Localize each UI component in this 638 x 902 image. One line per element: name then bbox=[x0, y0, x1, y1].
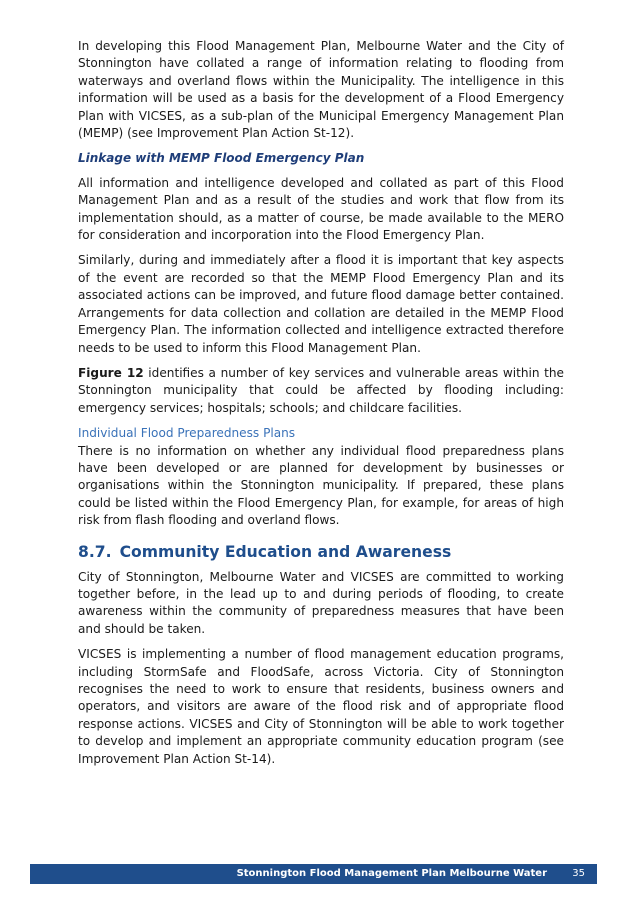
footer-title: Stonnington Flood Management Plan Melbourne Water bbox=[236, 868, 547, 879]
section-heading bbox=[78, 542, 564, 562]
figure-reference-label: Figure 12 bbox=[78, 365, 144, 380]
paragraph-individual-plans: There is no information on whether any individual flood preparedness plans have been developed or are planned for development by businesses or organisations within the Stonnington municipality. If prepared, these plans could be listed within the Flood Emergency Plan, for example, for areas of high risk from flash flooding and overland flows. bbox=[78, 443, 564, 528]
paragraph-information-sharing: All information and intelligence developed and collated as part of this Flood Management Plan and as a result of the studies and work that flow from its implementation should, as a matter of course, be made available to the MERO for consideration and incorporation into the Flood Emergency Plan. bbox=[78, 175, 564, 243]
paragraph-figure-reference bbox=[78, 365, 564, 417]
subheading-memp-linkage: Linkage with MEMP Flood Emergency Plan bbox=[78, 151, 365, 166]
footer-bar bbox=[30, 864, 597, 884]
page-number: 35 bbox=[572, 868, 585, 879]
section-number: 8.7. bbox=[78, 542, 112, 561]
paragraph-intro: In developing this Flood Management Plan, Melbourne Water and the City of Stonnington have collated a range of information relating to flooding from waterways and overland flows within the Municipality. The intelligence in this information will be used as a basis for the development of a Flood Emergency Plan with VICSES, as a sub-plan of the Municipal Emergency Management Plan (MEMP) (see Improvement Plan Action St-12). bbox=[78, 39, 564, 141]
document-body bbox=[78, 38, 564, 776]
subheading-individual-plans: Individual Flood Preparedness Plans bbox=[78, 426, 296, 441]
paragraph-community-commitment: City of Stonnington, Melbourne Water and VICSES are committed to working together before, in the lead up to and during periods of flooding, to create awareness within the community of preparedness measures that have been and should be taken. bbox=[78, 569, 564, 636]
figure-reference-text: identifies a number of key services and vulnerable areas within the Stonnington municipality that could be affected by flooding including: emergency services; hospitals; schools; and childcare facilities. bbox=[78, 365, 564, 415]
paragraph-flood-recording: Similarly, during and immediately after a flood it is important that key aspects of the event are recorded so that the MEMP Flood Emergency Plan and its associated actions can be improved, and future flood damage better contained. Arrangements for data collection and collation are detailed in the MEMP Flood Emergency Plan. The information collected and intelligence extracted therefore needs to be used to inform this Flood Management Plan. bbox=[78, 253, 564, 355]
section-title: Community Education and Awareness bbox=[119, 542, 452, 561]
paragraph-education-programs: VICSES is implementing a number of flood management education programs, including StormSafe and FloodSafe, across Victoria. City of Stonnington recognises the need to work to ensure that residents, business owners and operators, and visitors are aware of the flood risk and of appropriate flood response actions. VICSES and City of Stonnington will be able to work together to develop and implement an appropriate community education program (see Improvement Plan Action St-14). bbox=[78, 647, 564, 766]
